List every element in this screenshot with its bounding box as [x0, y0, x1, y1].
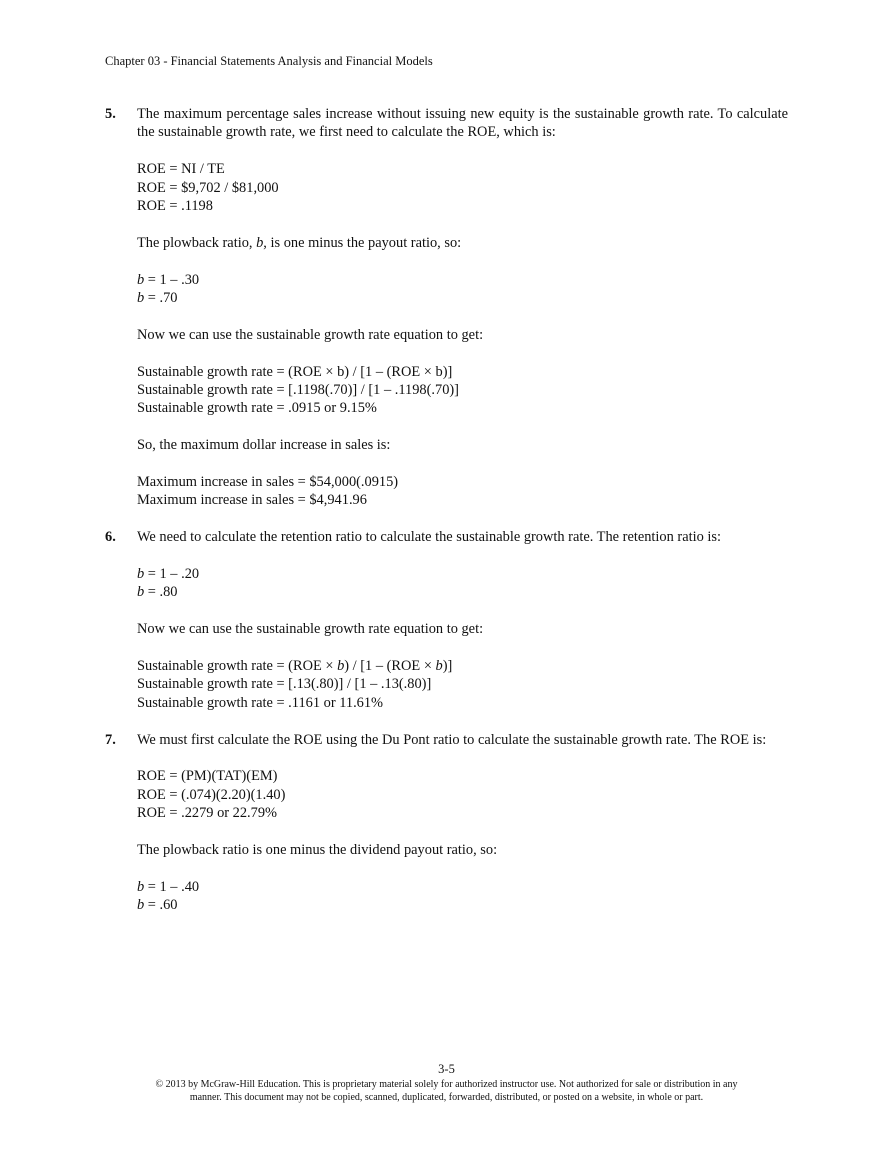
equation-line — [137, 565, 788, 583]
document-body — [105, 105, 788, 933]
problem-7 — [105, 731, 788, 915]
text-segment: = 1 – .40 — [144, 878, 200, 895]
text-segment: = 1 – .30 — [144, 271, 200, 288]
plowback-text — [137, 234, 788, 252]
equation-line: Sustainable growth rate = (ROE × b) / [1 – (ROE × b)] — [137, 363, 453, 380]
equation-line — [137, 896, 788, 914]
variable-b: b — [256, 234, 264, 251]
equation-line: Sustainable growth rate = [.13(.80)] / [1 – .13(.80)] — [137, 676, 432, 693]
equation-line: ROE = NI / TE — [137, 161, 225, 178]
sgr-intro: Now we can use the sustainable growth rate equation to get: — [137, 326, 484, 343]
problem-number: 7. — [105, 731, 116, 748]
equation-line: ROE = (PM)(TAT)(EM) — [137, 768, 278, 785]
page-number: 3-5 — [438, 1062, 455, 1076]
sgr-calculation — [137, 657, 788, 712]
variable-b: b — [137, 878, 145, 895]
problem-number: 6. — [105, 529, 116, 546]
b-calculation — [137, 271, 788, 308]
variable-b: b — [337, 658, 345, 675]
b-calculation — [137, 878, 788, 915]
text-segment: )] — [442, 658, 453, 675]
b-calculation — [137, 565, 788, 602]
problem-5 — [105, 105, 788, 510]
max-increase-calculation — [137, 473, 788, 510]
equation-line: Maximum increase in sales = $4,941.96 — [137, 492, 367, 509]
variable-b: b — [435, 658, 443, 675]
sgr-intro: Now we can use the sustainable growth rate equation to get: — [137, 621, 484, 638]
problem-number: 5. — [105, 106, 116, 122]
equation-line — [137, 583, 788, 601]
equation-line — [137, 289, 788, 307]
text-segment: = .70 — [144, 290, 178, 307]
variable-b: b — [137, 290, 145, 307]
equation-line: ROE = .1198 — [137, 198, 213, 215]
variable-b: b — [137, 897, 145, 914]
equation-line: ROE = .2279 or 22.79% — [137, 805, 278, 822]
text-segment: = 1 – .20 — [144, 566, 200, 583]
text-segment: = .80 — [144, 584, 178, 601]
text-segment: , is one minus the payout ratio, so: — [263, 234, 462, 251]
page-footer — [0, 1062, 893, 1104]
equation-line: Sustainable growth rate = .0915 or 9.15% — [137, 400, 377, 417]
roe-calculation — [137, 767, 788, 822]
text-segment: Sustainable growth rate = (ROE × — [137, 658, 338, 675]
max-intro: So, the maximum dollar increase in sales is: — [137, 437, 391, 454]
variable-b: b — [137, 271, 145, 288]
copyright-line: manner. This document may not be copied, scanned, duplicated, forwarded, distributed, or posted on a website, in whole or part. — [189, 1091, 704, 1103]
problem-intro: We must first calculate the ROE using the Du Pont ratio to calculate the sustainable growth rate. The ROE is: — [137, 731, 767, 748]
plowback-text: The plowback ratio is one minus the dividend payout ratio, so: — [137, 842, 498, 859]
text-segment: The plowback ratio, — [137, 234, 257, 251]
equation-line: Sustainable growth rate = .1161 or 11.61% — [137, 694, 384, 711]
problem-intro: We need to calculate the retention ratio to calculate the sustainable growth rate. The retention ratio is: — [137, 529, 721, 546]
roe-calculation — [137, 160, 788, 215]
sgr-calculation — [137, 363, 788, 418]
equation-line — [137, 878, 788, 896]
problem-6 — [105, 528, 788, 712]
equation-line: Maximum increase in sales = $54,000(.0915) — [137, 474, 399, 491]
equation-line: ROE = (.074)(2.20)(1.40) — [137, 786, 286, 803]
chapter-header: Chapter 03 - Financial Statements Analysis and Financial Models — [105, 54, 433, 68]
problem-intro: The maximum percentage sales increase without issuing new equity is the sustainable growth rate. To calculate the sustainable growth rate, we first need to calculate the ROE, which is: — [137, 106, 788, 141]
equation-line — [137, 657, 788, 675]
copyright-notice — [102, 1079, 792, 1104]
variable-b: b — [137, 584, 145, 601]
equation-line — [137, 271, 788, 289]
text-segment: ) / [1 – (ROE × — [344, 658, 436, 675]
text-segment: = .60 — [144, 897, 178, 914]
equation-line: Sustainable growth rate = [.1198(.70)] / [1 – .1198(.70)] — [137, 382, 459, 399]
variable-b: b — [137, 566, 145, 583]
copyright-line: © 2013 by McGraw-Hill Education. This is proprietary material solely for authorized instructor use. Not authorized for sale or distribution in any — [155, 1079, 738, 1090]
equation-line: ROE = $9,702 / $81,000 — [137, 179, 279, 196]
